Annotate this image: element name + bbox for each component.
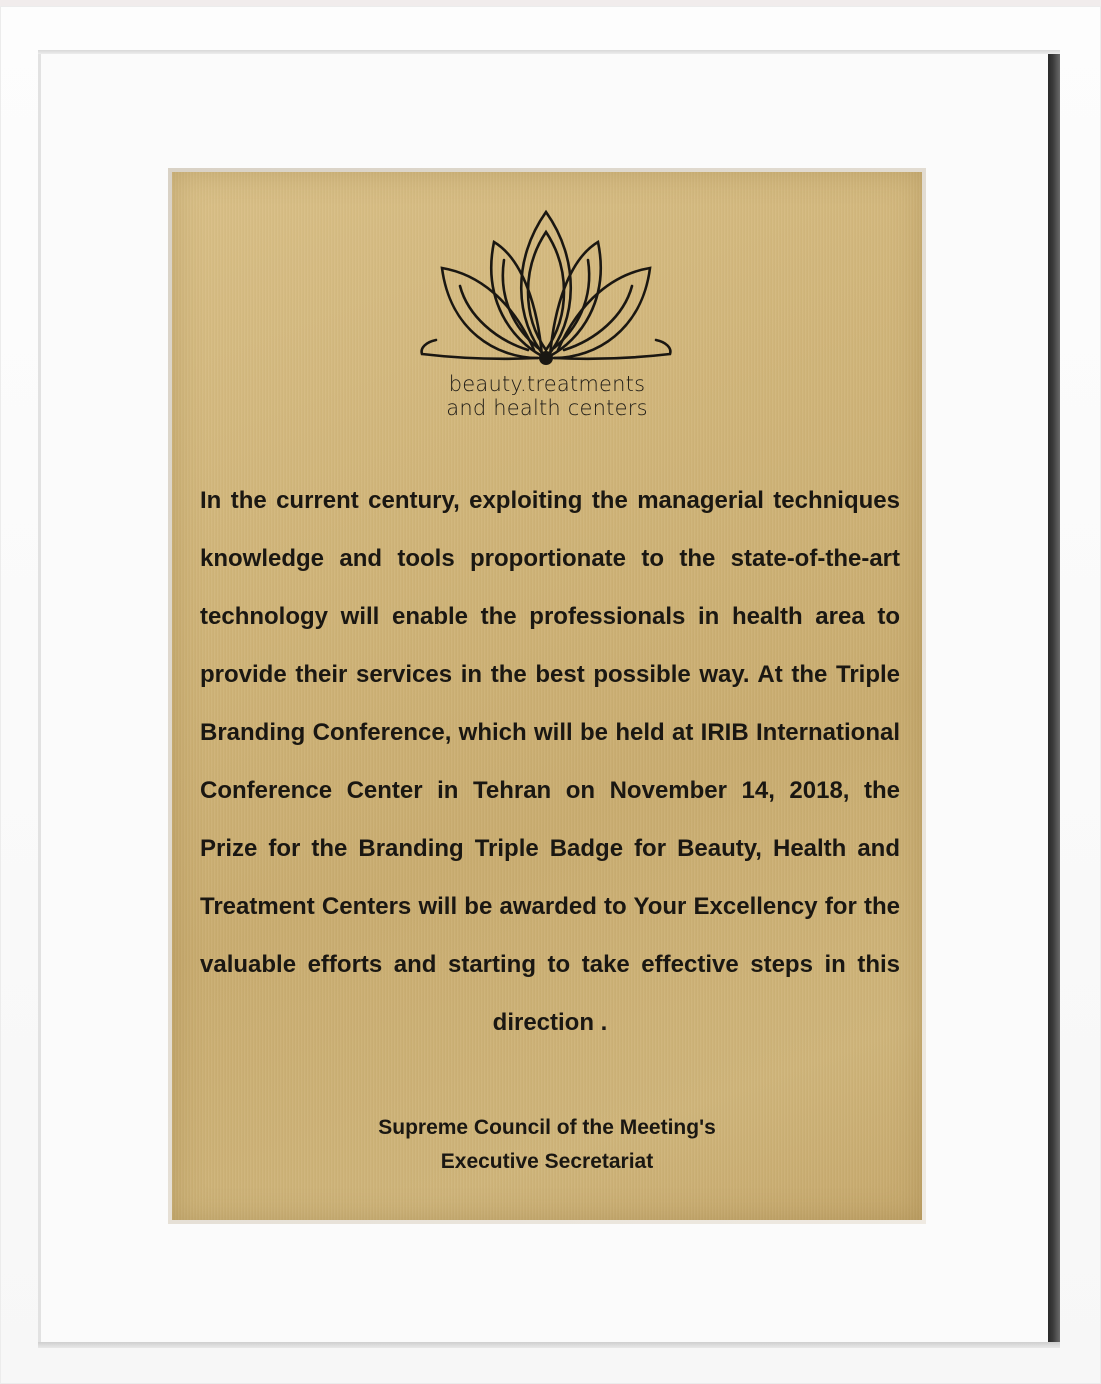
signature-line-1: Supreme Council of the Meeting's <box>378 1116 716 1139</box>
frame-edge-right <box>1048 54 1060 1346</box>
plaque-body-text: In the current century, exploiting the managerial techniques knowledge and tools proportionate to the state-of-the-art technology will enable the professionals in health area to provide their services in the best possible way. At the Triple Branding Conference, which will be held at IRIB International Conference Center in Tehran on November 14, 2018, the Prize for the Branding Triple Badge for Beauty, Health and Treatment Centers will be awarded to Your Excellency for the valuable efforts and starting to take effective steps in this direction . <box>200 487 900 1036</box>
gold-plate <box>172 172 922 1220</box>
lotus-icon <box>416 190 676 370</box>
brand-name-line-1: beauty.treatments <box>448 372 646 396</box>
brand-name-line-2: and health centers <box>446 396 648 420</box>
frame-edge-bottom <box>38 1342 1060 1348</box>
signature-line-2: Executive Secretariat <box>440 1150 654 1173</box>
